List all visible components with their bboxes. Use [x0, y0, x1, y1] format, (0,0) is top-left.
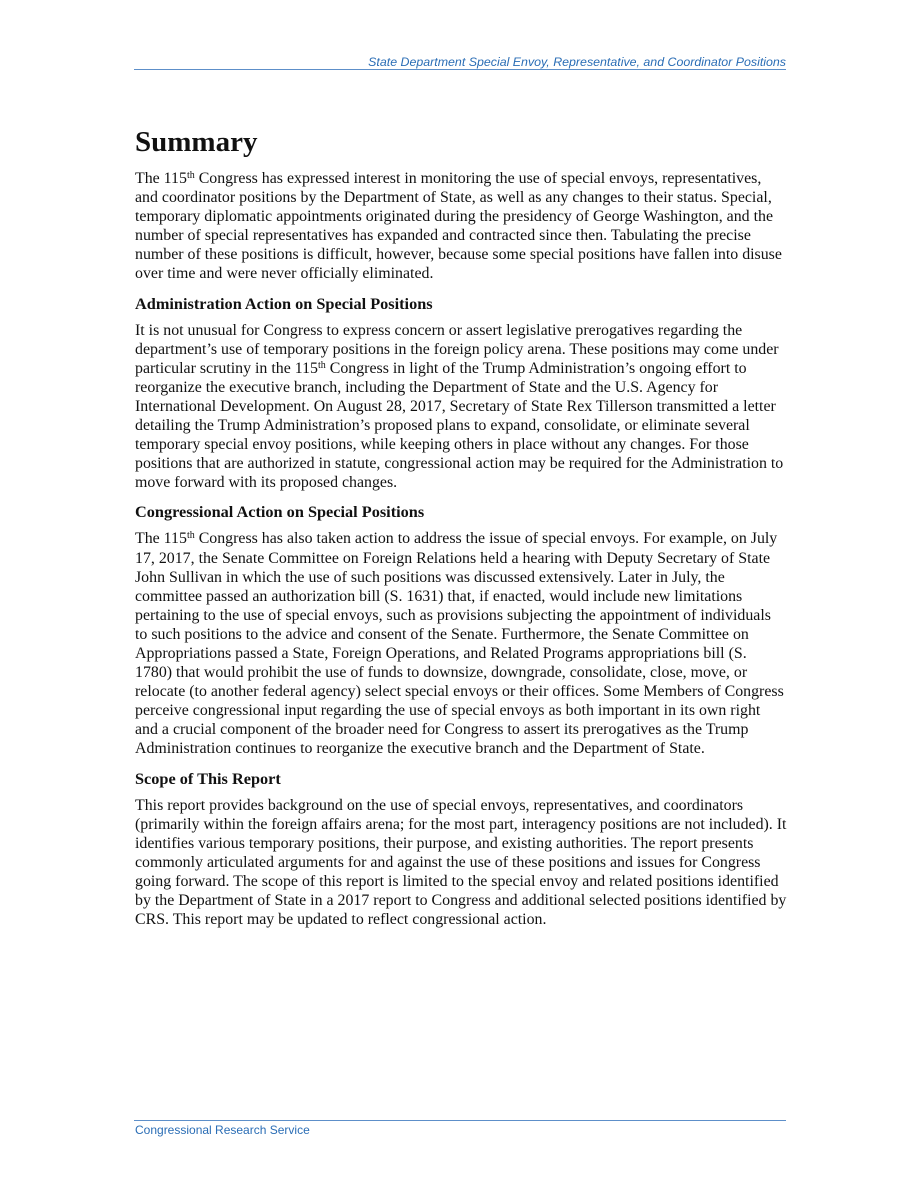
congress-text-b: Congress has also taken action to address the issue of special envoys. For example, on July 17, 2017, the Senate Committee on Foreign Relations held a hearing with Deputy Secretary of State John Sullivan in which the use of such positions was discussed extensively. Later in July, the committee passed an authorization bill (S. 1631) that, if enacted, would include new limitations pertaining to the use of special envoys, such as provisions subjecting the appointment of individuals to such positions to the advice and consent of the Senate. Furthermore, the Senate Committee on Appropriations passed a State, Foreign Operations, and Related Programs appropriations bill (S. 1780) that would prohibit the use of funds to downsize, downgrade, consolidate, close, move, or relocate (to another federal agency) select special envoys or their offices. Some Members of Congress perceive congressional input regarding the use of special envoys as both important in its own right and a crucial component of the broader need for Congress to assert its prerogatives as the Trump Administration continues to reorganize the executive branch and the Department of State.: [135, 530, 784, 758]
scope-paragraph: This report provides background on the use of special envoys, representatives, and coordinators (primarily within the foreign affairs arena; for the most part, interagency positions are not included). It identifies various temporary positions, their purpose, and existing authorities. The report presents commonly articulated arguments for and against the use of these positions and issues for Congress going forward. The scope of this report is limited to the special envoy and related positions identified by the Department of State in a 2017 report to Congress and additional selected positions identified by CRS. This report may be updated to reflect congressional action.: [135, 796, 787, 929]
footer-org: Congressional Research Service: [135, 1123, 310, 1137]
intro-text-a: The 115: [135, 170, 187, 187]
congress-text-a: The 115: [135, 530, 187, 548]
intro-text-b: Congress has expressed interest in monitoring the use of special envoys, representatives, and coordinator positions by the Department of State, as well as any changes to their status. Special, temporary diplomatic appointments originated during the presidency of George Washington, and the number of special representatives has expanded and contracted since then. Tabulating the precise number of these positions is difficult, however, because some special positions have fallen into disuse over time and were never officially eliminated.: [135, 170, 782, 283]
admin-action-paragraph: [135, 321, 787, 493]
header-rule: [134, 69, 786, 70]
summary-title: Summary: [135, 126, 258, 158]
scope-heading: Scope of This Report: [135, 768, 281, 788]
footer-rule: [134, 1120, 786, 1121]
congress-action-paragraph: [135, 529, 787, 758]
running-header: State Department Special Envoy, Representative, and Coordinator Positions: [368, 55, 786, 69]
intro-ordinal-suffix: th: [186, 170, 195, 181]
admin-ordinal-suffix: th: [317, 359, 326, 371]
page-content: [135, 124, 787, 929]
summary-intro-paragraph: [135, 169, 787, 284]
congress-action-heading: Congressional Action on Special Positions: [135, 502, 425, 522]
admin-text-a: It is not unusual for Congress to express concern or assert legislative prerogatives regarding the department’s use of temporary positions in the foreign policy arena. These positions may come under particular scrutiny in the 115: [135, 321, 779, 377]
admin-text-b: Congress in light of the Trump Administration’s ongoing effort to reorganize the executive branch, including the Department of State and the U.S. Agency for International Development. On August 28, 2017, Secretary of State Rex Tillerson transmitted a letter detailing the Trump Administration’s proposed plans to expand, consolidate, or eliminate several temporary special envoy positions, while keeping others in place without any changes. For those positions that are authorized in statute, congressional action may be required for the Administration to move forward with its proposed changes.: [135, 359, 784, 492]
congress-ordinal-suffix: th: [186, 530, 195, 542]
admin-action-heading: Administration Action on Special Positions: [135, 293, 433, 313]
